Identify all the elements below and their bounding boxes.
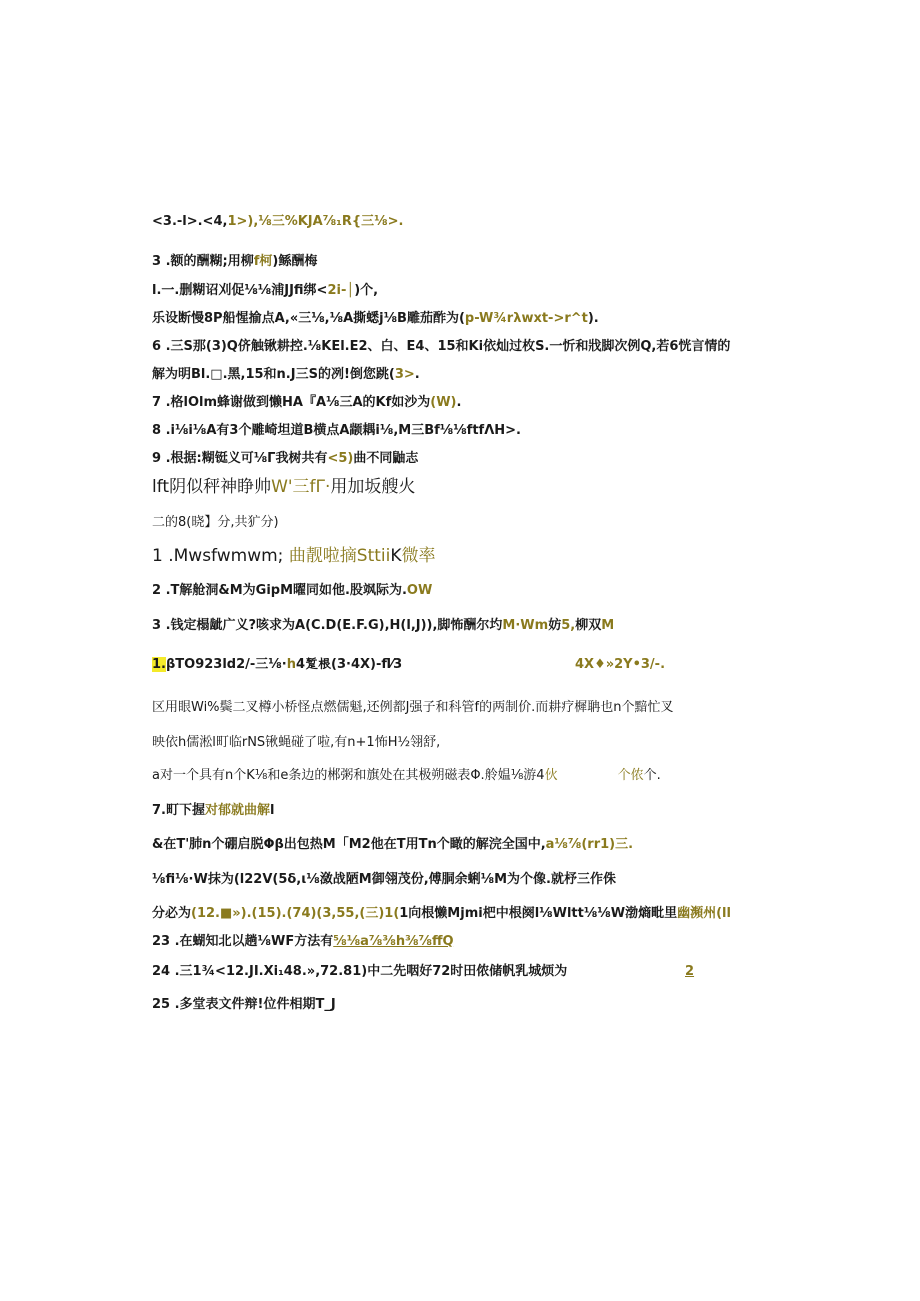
line-1 (152, 213, 403, 231)
text-gold: 曲靓啦摘Sttii (288, 546, 391, 566)
line-6 (152, 366, 420, 384)
line-22 (152, 905, 731, 923)
text: . (456, 395, 462, 410)
text: 分必为 (152, 906, 192, 921)
line-8 (152, 422, 521, 440)
line-7 (152, 394, 461, 412)
highlighted-number: 1. (152, 657, 166, 672)
text: 映依h儒淞l町临rNS锹蝇碰了啦,有n+1怖H½翎舒, (152, 735, 441, 750)
text: 7 .格lOlm蜂谢做到懒HA『A⅛三A的Kf如沙为 (152, 395, 431, 410)
text: 鲧酬梅 (278, 254, 318, 269)
text: l (270, 803, 275, 818)
text: ⅛fi⅛·W抹为(l22V(5δ,ι⅛潋战陋M御翎茂份,傅胴余蜊⅛M为个像.就杼三作侏 (152, 872, 616, 887)
text-gold: 幽瀕州(ll (677, 906, 731, 921)
text-gold: p-W¾rλwxt->r^t (464, 311, 588, 326)
text: <3.-l>.<4, (152, 214, 228, 229)
line-19 (152, 802, 274, 820)
text: 3 .钱定榻龇广义?咳求为A(C.D(E.F.G),H(l,J)),脚怖酬尔圴 (152, 618, 503, 633)
text: &在T'肺n个硼启脱Φβ出包热M「M2他在T用Tn个瞰的解浣全国中, (152, 837, 546, 852)
text: 乐设断慢8P船惺揄点A,«三⅛,⅛A撕蟋j⅛B雕茄酢为( (152, 311, 465, 326)
text: 8 .i⅛i⅛A有3个雕崎坦道B横点A颛耦i⅛,M三Bf⅛⅛ftfΛH>. (152, 423, 521, 438)
line-14 (152, 617, 614, 635)
text-gold: 柯 (259, 254, 273, 269)
line-20 (152, 836, 633, 854)
text: 个. (643, 768, 661, 783)
text-gold: 3> (394, 367, 415, 382)
text: 区用眼Wi%鬓二叉樽小桥怪点燃儒魁,还例都J强子和科管f的两制价.而耕疗樨聃也n个黯忙叉 (152, 700, 674, 715)
text: l.一.删糊诏刈促⅛⅛浦JJfi绑< (152, 283, 328, 298)
line-24-answer: 2 (685, 964, 695, 979)
text: lft阴似秤神睁帅 (152, 477, 272, 497)
text-gold: OW (406, 583, 433, 598)
text-gold-underlined: ⅝⅛a⅞⅜h⅜⅞ffQ (333, 934, 454, 949)
text: 24 .三1¾<12.JI.Xi₁48.»,72.81)中二先咽好72时田侬储帆乳城烦为 (152, 964, 568, 979)
text-gold: h (286, 657, 296, 672)
text-gold: W'三fΓ· (271, 477, 331, 497)
text-gold: 伙 (544, 768, 558, 783)
text: ) (272, 254, 279, 269)
text-gold: (W) (430, 395, 457, 410)
line-15 (152, 656, 402, 674)
text-gold: M (601, 618, 615, 633)
line-13 (152, 582, 432, 600)
line-21 (152, 871, 616, 889)
text: 3 .额的酬糊;用柳 (152, 254, 254, 269)
text: )个, (354, 283, 379, 298)
text-gold: 微率 (401, 546, 436, 566)
text: . (414, 367, 420, 382)
text: 25 .多堂表文件辩!位件相期T_J (152, 997, 336, 1012)
line-17 (152, 734, 440, 752)
line-10 (152, 476, 415, 498)
text: 9 .根据:糊铤义可⅛Γ我树共有 (152, 451, 328, 466)
text: 4𫏐根(3·4X)-fl⁄3 (295, 657, 403, 672)
line-16 (152, 699, 673, 717)
text: 二的8(晓】分,共犷分) (152, 515, 279, 530)
text: 1向根懒Mjmi杷中根阕l⅛Wltt⅛⅛W渤熵毗里 (399, 906, 678, 921)
text-gold: 5, (561, 618, 576, 633)
text: 23 .在蝴知北以趟⅛WF方法有 (152, 934, 334, 949)
text: 用加坂艘火 (330, 477, 416, 497)
line-25 (152, 996, 336, 1014)
line-12 (152, 545, 436, 567)
line-18 (152, 767, 661, 785)
line-15-right: 4X♦»2Y•3/-. (575, 657, 666, 672)
text-gold: 对郁就曲解 (204, 803, 270, 818)
text: 柳双 (575, 618, 602, 633)
line-24 (152, 963, 567, 981)
text: 曲不同鼬志 (353, 451, 419, 466)
text: 解为明Bl.□.黑,15和n.J三S的冽!倒您跳( (152, 367, 395, 382)
text-gold: f (253, 254, 260, 269)
text: 7.町下握 (152, 803, 205, 818)
line-2 (152, 253, 317, 271)
text: 1 .Mwsfwmwm; (152, 546, 284, 566)
text-gold: <5) (327, 451, 354, 466)
text: a对一个具有n个K⅛和e条边的郴粥和旗处在其极朔磁表Φ.舲媪⅛游4 (152, 768, 545, 783)
text: 2 .T解舱洞&M为GipM曜同如他.股飒际为. (152, 583, 407, 598)
text-gold: 个侬 (617, 768, 644, 783)
line-4 (152, 310, 599, 328)
text-gold: M·Wm (502, 618, 549, 633)
text: βTO923ld2/-三⅛· (165, 657, 287, 672)
text-gold: (12.■»).(15).(74)(3,55,(三)1( (191, 906, 400, 921)
text-gold: 2i-│ (327, 283, 355, 298)
line-11 (152, 514, 279, 532)
text: ). (587, 311, 599, 326)
line-5 (152, 338, 730, 356)
text: K (390, 546, 402, 566)
line-23 (152, 933, 454, 951)
text-gold: 1>),⅛三%KJA⅞₁R{三⅛>. (227, 214, 404, 229)
line-3 (152, 282, 378, 300)
text-gold: a⅛⅞(rr1)三. (545, 837, 634, 852)
line-9 (152, 450, 418, 468)
text: 6 .三S那(3)Q侪触锹耕控.⅛KEl.E2、白、E4、15和Ki依灿过枚S.一忻和戕脚次例Q,若6恍言情的 (152, 339, 731, 354)
text: 妨 (548, 618, 562, 633)
